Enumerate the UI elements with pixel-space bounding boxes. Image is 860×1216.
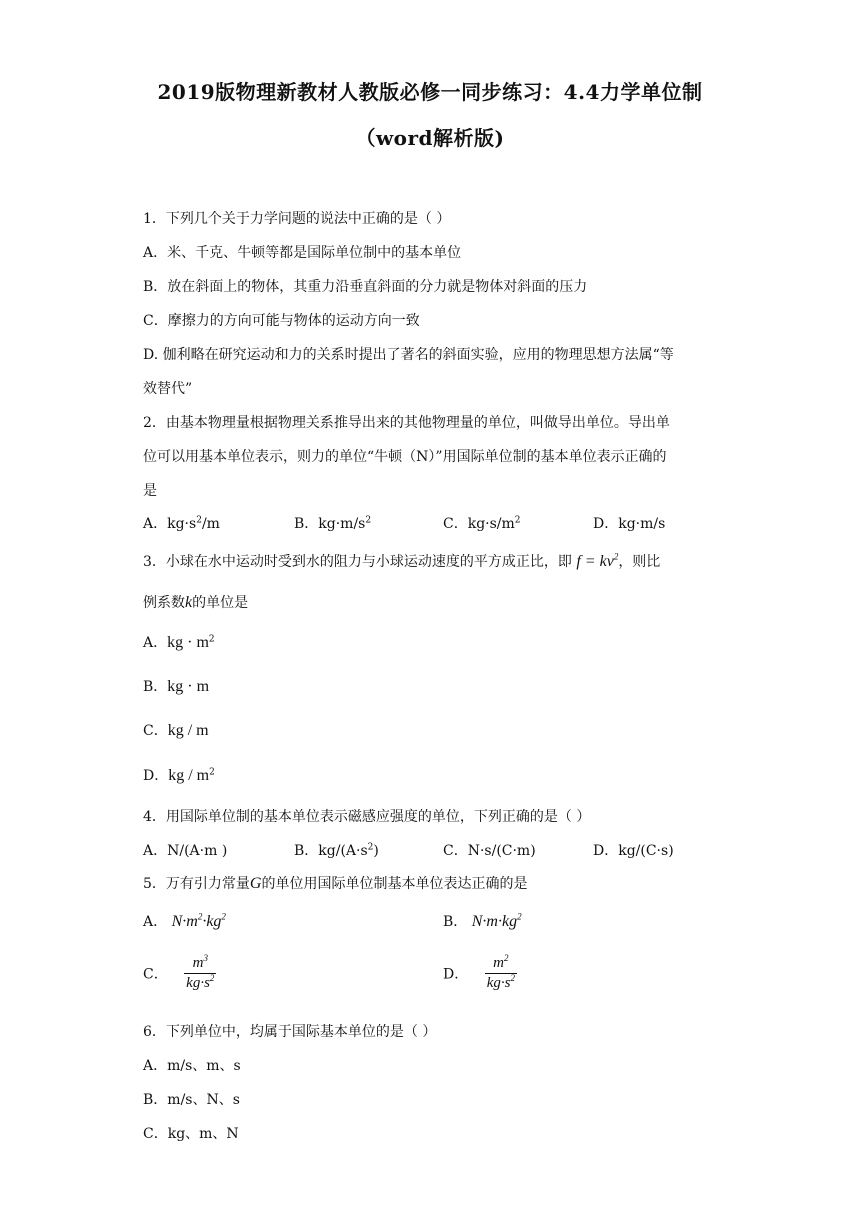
q6-option-c: C．kg、m、N bbox=[143, 1126, 239, 1142]
document-subtitle: （word解析版) bbox=[355, 126, 505, 150]
q2-option-d: D．kg·m/s bbox=[593, 516, 666, 532]
q3-option-c: C．kg / m bbox=[143, 722, 209, 739]
q3-stem-line2: 例系数k的单位是 bbox=[143, 594, 249, 611]
q6-option-a: A．m/s、m、s bbox=[143, 1058, 241, 1074]
q2-option-a: A．$kg\cdot s^2/m$ bbox=[143, 515, 220, 532]
document-title: 2019版物理新教材人教版必修一同步练习：4.4力学单位制 bbox=[157, 80, 703, 104]
q5-option-d: D． $\frac{m^2}{kg\cdot s^2}$ bbox=[443, 953, 515, 991]
q4-stem: 4．用国际单位制的基本单位表示磁感应强度的单位，下列正确的是（ ） bbox=[143, 809, 591, 825]
q3-option-a: A．kg · $m^2$ bbox=[143, 634, 215, 651]
q2-stem-line3: 是 bbox=[143, 483, 157, 499]
q1-option-a: A．米、千克、牛顿等都是国际单位制中的基本单位 bbox=[143, 245, 462, 261]
q3-stem-line1: 3．小球在水中运动时受到水的阻力与小球运动速度的平方成正比，即 $f = kv^2$，则比 bbox=[143, 551, 661, 570]
q4-option-d: D．kg/(C·s) bbox=[593, 843, 674, 859]
q6-stem: 6．下列单位中，均属于国际基本单位的是（ ） bbox=[143, 1024, 437, 1040]
q1-option-b: B．放在斜面上的物体，其重力沿垂直斜面的分力就是物体对斜面的压力 bbox=[143, 279, 588, 295]
q1-stem: 1．下列几个关于力学问题的说法中正确的是（ ） bbox=[143, 211, 451, 227]
q5-option-a: A． $N\cdot m^2\cdot kg^2$ bbox=[143, 911, 226, 930]
q4-option-b: B．$kg/(A\cdot s^2)$ bbox=[294, 842, 379, 859]
q3-option-d: D．kg / $m^2$ bbox=[143, 767, 215, 784]
q5-option-b: B． $N\cdot m\cdot kg^2$ bbox=[443, 911, 522, 930]
q2-stem-line2: 位可以用基本单位表示，则力的单位“牛顿（N）”用国际单位制的基本单位表示正确的 bbox=[143, 449, 667, 465]
q5-option-c-fraction: $\frac{m^3}{kg\cdot s^2}$ bbox=[186, 953, 215, 991]
q2-option-c: C．$kg\cdot s/m^2$ bbox=[443, 515, 521, 532]
q1-option-d-line2: 效替代” bbox=[143, 381, 193, 397]
q5-option-d-fraction: $\frac{m^2}{kg\cdot s^2}$ bbox=[486, 953, 515, 991]
q4-option-c: C．N·s/(C·m) bbox=[443, 843, 536, 859]
q2-stem-line1: 2．由基本物理量根据物理关系推导出来的其他物理量的单位，叫做导出单位。导出单 bbox=[143, 415, 670, 431]
q5-stem: 5．万有引力常量G的单位用国际单位制基本单位表达正确的是 bbox=[143, 875, 528, 892]
q5-option-c: C． $\frac{m^3}{kg\cdot s^2}$ bbox=[143, 953, 215, 991]
q4-option-a: A．N/(A·m ) bbox=[143, 843, 228, 859]
q2-option-b: B．$kg\cdot m/s^2$ bbox=[294, 515, 372, 532]
q6-option-b: B．m/s、N、s bbox=[143, 1092, 240, 1108]
q3-formula: $f = kv^2$ bbox=[576, 551, 619, 570]
q3-option-b: B．kg · m bbox=[143, 678, 210, 695]
q1-option-d-line1: D. 伽利略在研究运动和力的关系时提出了著名的斜面实验，应用的物理思想方法属“等 bbox=[143, 347, 674, 363]
q1-option-c: C．摩擦力的方向可能与物体的运动方向一致 bbox=[143, 313, 420, 329]
